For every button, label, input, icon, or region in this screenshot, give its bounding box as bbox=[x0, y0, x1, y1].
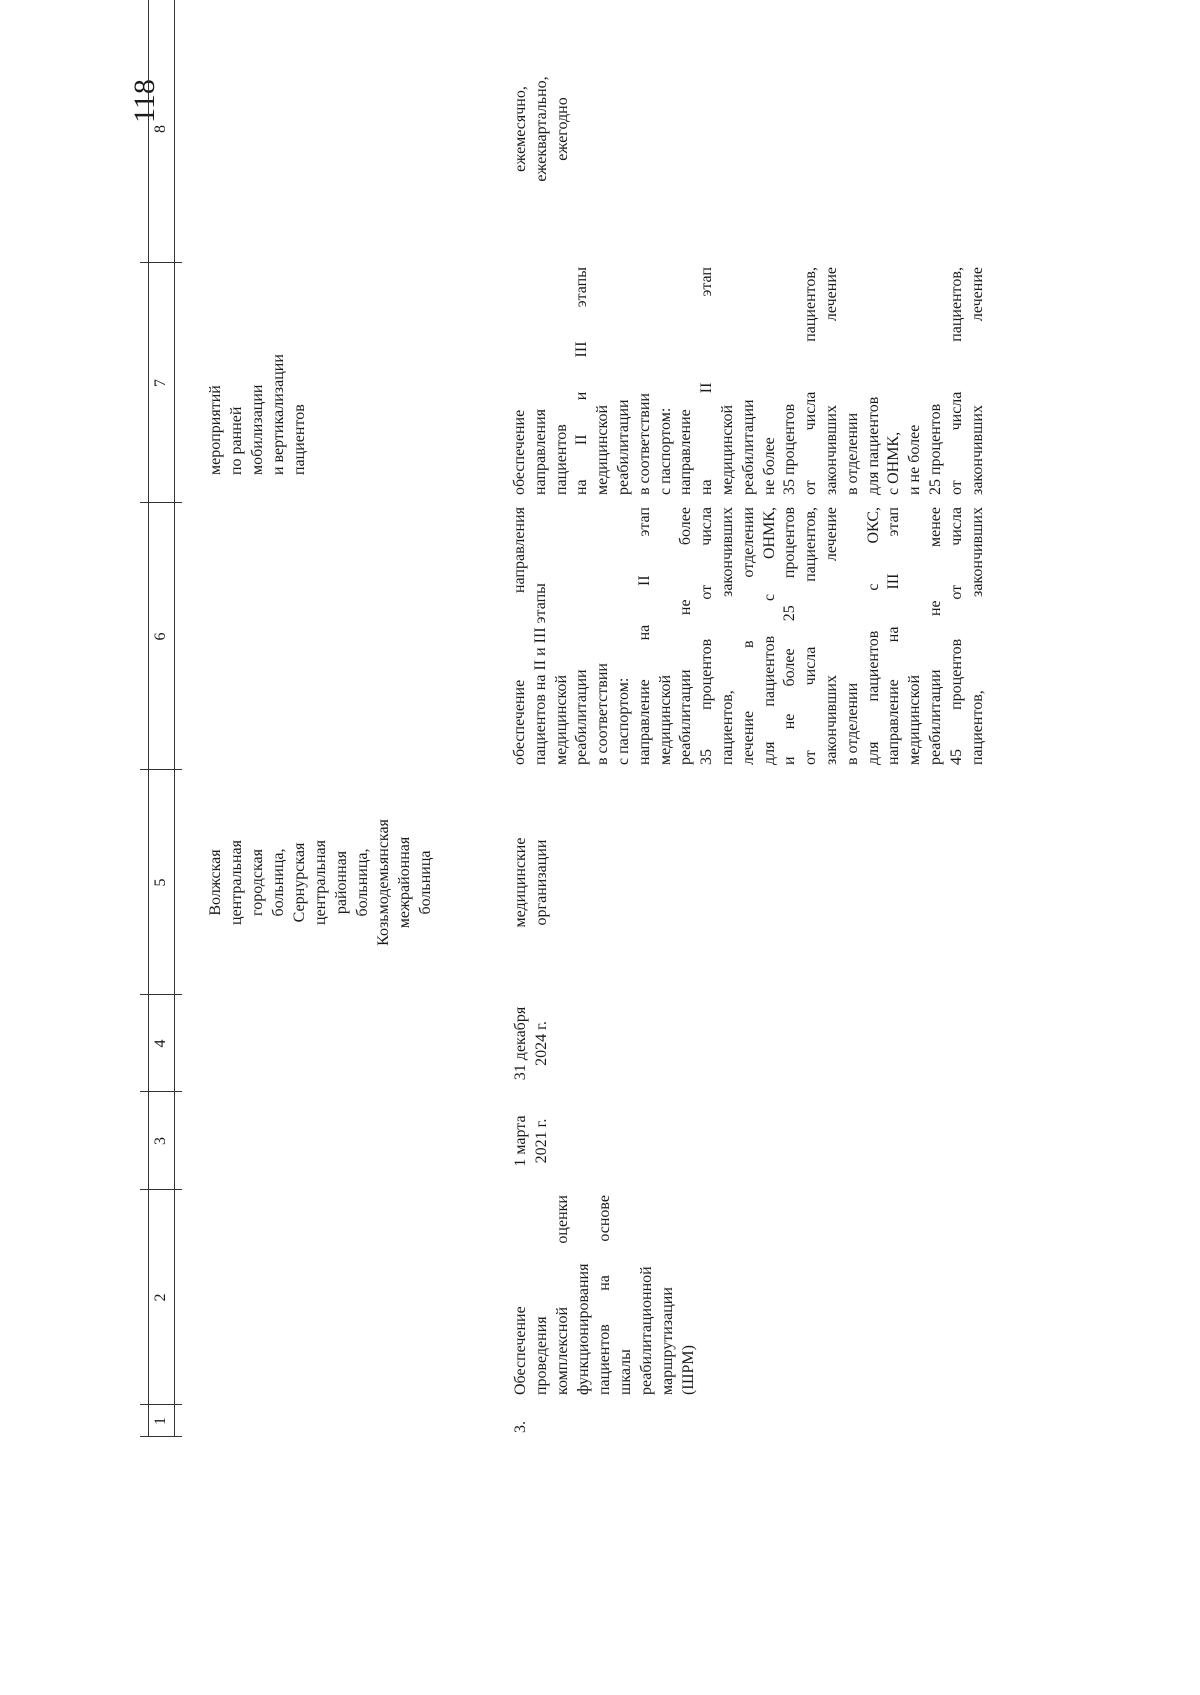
row-col3-start-date: 1 марта 2021 г. bbox=[512, 1115, 550, 1167]
row-col7-result: обеспечение направления пациентов на II и III этапы медицинской реабилитации в соответствии с паспортом: направление на II этап медицинской реабилитации не более 35 процентов от числа пациентов, закончивших лечение в отделении для пациентов с ОНМК, и не более 25 процентов от числа пациентов, закончивших лечение bbox=[511, 267, 986, 495]
header-col-8: 8 bbox=[152, 125, 169, 133]
header-bottom-border bbox=[174, 0, 175, 1437]
header-col-1: 1 bbox=[152, 1417, 169, 1425]
row-number: 3. bbox=[512, 1421, 529, 1433]
header-col-6: 6 bbox=[152, 632, 169, 641]
row-col4-end-date: 31 декабря 2024 г. bbox=[512, 1006, 550, 1081]
row-col6-description: обеспечение направления пациентов на II и III этапы медицинской реабилитации в соответствии с паспортом: направление на II этап медицинской реабилитации не более 35 процентов от числа пациентов, закончивших лечение в отделении для пациентов с ОНМК, и не более 25 процентов от числа пациентов, закончивших лечение в отделении для пациентов с ОКС, направление на III этап медицинской реабилитации не менее 45 процентов от числа пациентов, закончивших bbox=[511, 507, 986, 765]
header-col-7: 7 bbox=[152, 379, 169, 387]
row-col5-responsible: медицинские организации bbox=[512, 837, 550, 928]
header-col-5: 5 bbox=[152, 878, 169, 887]
prev-row-col7-result: мероприятий по ранней мобилизации и вертикализации пациентов bbox=[207, 354, 308, 475]
header-col-4: 4 bbox=[152, 1039, 169, 1048]
row-col8-frequency: ежемесячно, ежеквартально, ежегодно bbox=[512, 76, 571, 182]
row-col2-event: Обеспечение проведения комплексной оценки функционирования пациентов на основе шкалы реабилитационной маршрутизации (ШРМ) bbox=[512, 1195, 697, 1395]
page-number: 118 bbox=[128, 79, 161, 123]
header-col-3: 3 bbox=[152, 1137, 169, 1145]
header-col-2: 2 bbox=[152, 1293, 169, 1302]
prev-row-col5-organizations: Волжская центральная городская больница, Сернурская центральная районная больница, Козьмодемьянская межрайонная больница bbox=[207, 819, 434, 946]
